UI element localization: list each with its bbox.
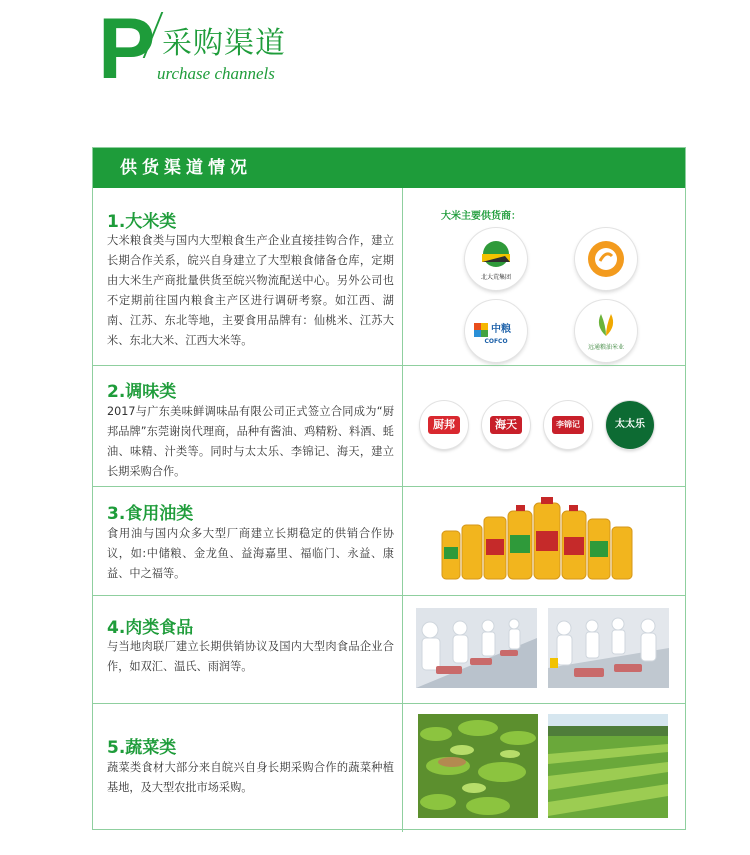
supplier-caption: 北大荒集团 bbox=[480, 274, 511, 281]
section-text: 与当地肉联厂建立长期供销协议及国内大型肉食品企业合作，如双汇、温氏、雨润等。 bbox=[107, 640, 394, 673]
section-text: 大米粮食类与国内大型粮食生产企业直接挂钩合作，建立长期合作关系，皖兴自身建立了大型粮食储备仓库，定期由大米生产商批量供货至皖兴物流配送中心。另外公司也不定期前往国内粮食主产区进行调研考察。如江西、湖南、江苏、东北等地，主要食用品牌有：仙桃米、江苏大米、东北大米、江西大米等。 bbox=[107, 234, 394, 347]
section-divider bbox=[402, 596, 403, 704]
section-title: 2.调味类 bbox=[107, 382, 177, 402]
meat-factory-photo-2 bbox=[548, 608, 669, 688]
page-subtitle: urchase channels bbox=[157, 64, 275, 83]
brand-label: 李锦记 bbox=[552, 416, 584, 434]
section-title: 1.大米类 bbox=[107, 212, 177, 232]
oil-bottles-photo bbox=[440, 497, 636, 583]
grain-ring-icon bbox=[575, 228, 637, 290]
brand-logo-leekumkee bbox=[544, 401, 592, 449]
vegetable-field-photo-2 bbox=[548, 714, 668, 818]
section-divider bbox=[402, 188, 403, 365]
brand-logo-chubang bbox=[420, 401, 468, 449]
section-vegetables bbox=[93, 703, 685, 831]
section-title: 5.蔬菜类 bbox=[107, 738, 177, 758]
brand-label: 太太乐 bbox=[615, 419, 645, 430]
meat-factory-photo-1 bbox=[416, 608, 537, 688]
supplier-logo-yuantong bbox=[575, 300, 637, 362]
section-text: 2017与广东美味鲜调味品有限公司正式签立合同成为“厨邦品牌”东莞谢岗代理商，品种有酱油、鸡精粉、料酒、蚝油、味精、汁类等。同时与太太乐、李锦记、海天，建立长期采购合作。 bbox=[107, 405, 394, 478]
cofco-icon bbox=[465, 300, 527, 362]
supplier-caption: 远通粮油米业 bbox=[587, 344, 624, 351]
brand-logo-haitian bbox=[482, 401, 530, 449]
section-text: 蔬菜类食材大部分来自皖兴自身长期采购合作的蔬菜种植基地，及大型农批市场采购。 bbox=[107, 761, 394, 794]
brand-label: 海天 bbox=[490, 416, 522, 434]
brand-label: 厨邦 bbox=[428, 416, 460, 434]
section-divider bbox=[402, 704, 403, 832]
supply-channels-panel bbox=[92, 147, 686, 830]
section-divider bbox=[402, 366, 403, 487]
section-divider bbox=[402, 487, 403, 596]
svg-text:中粮: 中粮 bbox=[491, 324, 511, 335]
vegetable-field-photo-1 bbox=[418, 714, 538, 818]
section-oil bbox=[93, 486, 685, 595]
section-title: 4.肉类食品 bbox=[107, 618, 194, 638]
section-meat bbox=[93, 595, 685, 703]
section-rice bbox=[93, 188, 685, 365]
header-letter-p: P bbox=[98, 1, 156, 97]
supplier-logo-beidahuang bbox=[465, 228, 527, 290]
supplier-logo-cofco bbox=[465, 300, 527, 362]
suppliers-title: 大米主要供货商： bbox=[441, 211, 521, 222]
supplier-logo-2 bbox=[575, 228, 637, 290]
section-text: 食用油与国内众多大型厂商建立长期稳定的供销合作协议，如:中储粮、金龙鱼、益海嘉里、福临门、永益、康益、中之福等。 bbox=[107, 527, 394, 580]
brand-logo-totole bbox=[606, 401, 654, 449]
section-title: 3.食用油类 bbox=[107, 504, 194, 524]
section-seasoning bbox=[93, 365, 685, 486]
supplier-caption: COFCO bbox=[484, 338, 508, 345]
panel-banner: 供货渠道情况 bbox=[93, 148, 685, 188]
page-title: 采购渠道 bbox=[162, 26, 286, 61]
wheat-leaf-icon bbox=[575, 300, 637, 362]
